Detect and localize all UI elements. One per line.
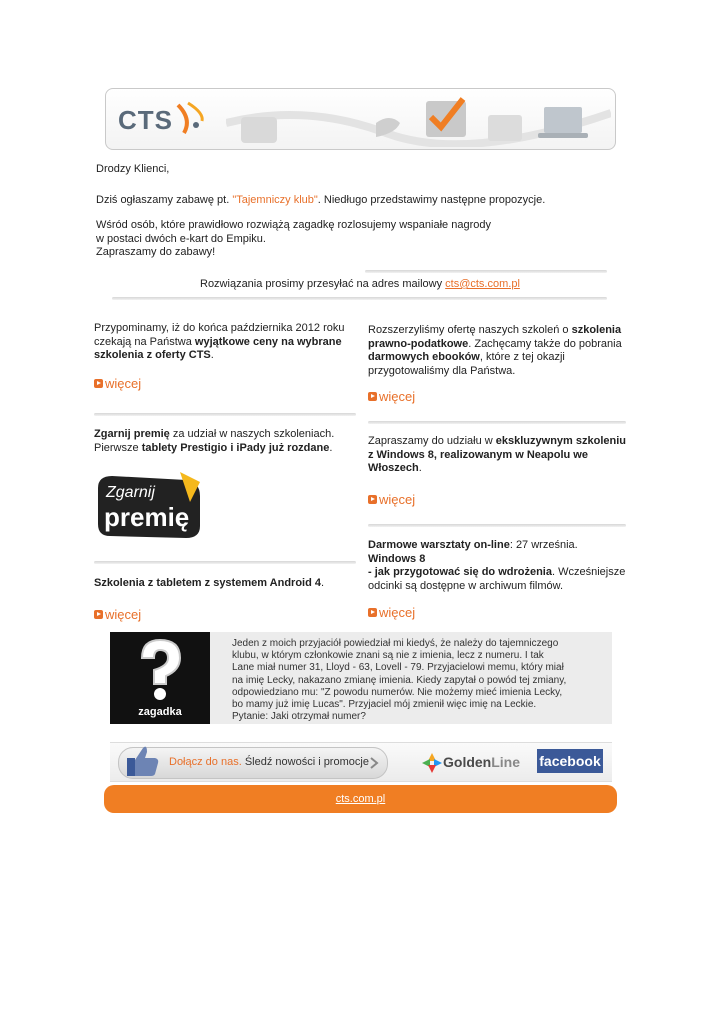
join-us-button[interactable]: Dołącz do nas. Śledź nowości i promocje (118, 747, 388, 779)
intro-line: Dziś ogłaszamy zabawę pt. "Tajemniczy klub". Niedługo przedstawimy następne propozycje. (96, 194, 546, 206)
arrow-icon (368, 495, 377, 504)
header-banner (105, 88, 616, 150)
arrow-icon (94, 610, 103, 619)
intro-paragraph: Wśród osób, które prawidłowo rozwiążą zagadkę rozlosujemy wspaniałe nagrody w postaci dwóch e-kart do Empiku. Zapraszamy do zabawy! (96, 219, 491, 258)
chevron-right-icon (369, 757, 379, 769)
question-mark-icon (132, 636, 188, 702)
riddle-image: zagadka (110, 632, 210, 724)
thumbs-up-icon (123, 742, 161, 780)
cts-logo: CTS (118, 105, 173, 135)
legal-training-text: Rozszerzyliśmy ofertę naszych szkoleń o szkolenia prawno-podatkowe. Zachęcamy także do pobrania darmowych ebooków, które z tej okazji przygotowaliśmy dla Państwa. (368, 324, 622, 377)
more-link-legal[interactable]: więcej (368, 389, 415, 404)
tajemniczy-klub-link[interactable]: "Tajemniczy klub" (232, 194, 318, 206)
banner-decoration-icon (226, 93, 611, 147)
email-link[interactable]: cts@cts.com.pl (445, 278, 520, 290)
divider (368, 421, 626, 424)
answers-line: Rozwiązania prosimy przesyłać na adres mailowy cts@cts.com.pl (200, 278, 520, 290)
zgarnij-premie-badge[interactable]: Zgarnij premię (94, 470, 206, 542)
naples-training-text: Zapraszamy do udziału w ekskluzywnym szkoleniu z Windows 8, realizowanym w Neapolu we Włoszech. (368, 435, 626, 474)
riddle-text: Jeden z moich przyjaciół powiedział mi kiedyś, że należy do tajemniczego klubu, w którym członkowie znani są nie z imienia, lecz z numeru. I tak Lane miał numer 31, Lloyd - 63, Lovell - 79. Przyjacielowi memu, który miał na imię Lecky, nakazano zmianę imienia. Kiedy zapytał o powód tej zmiany, odpowiedziano mu: "Z powodu numerów. Nie możemy mieć imienia Lecky, bo mamy już imię Lucas". Przyjaciel mój zmienił więc imię na Leckie. Pytanie: Jaki otrzymał numer? (232, 638, 567, 723)
more-link-naples[interactable]: więcej (368, 492, 415, 507)
logo-swoosh-icon (174, 99, 208, 139)
arrow-icon (368, 392, 377, 401)
greeting: Drodzy Klienci, (96, 163, 170, 175)
arrow-icon (368, 608, 377, 617)
workshops-text: Darmowe warsztaty on-line: 27 września. Windows 8 - jak przygotować się do wdrożenia. Wcześniejsze odcinki są dostępne w archiwum filmów. (368, 539, 626, 592)
social-bar (110, 742, 612, 782)
goldenline-link[interactable]: GoldenLine (443, 754, 521, 770)
offer-prices-text: Przypominamy, iż do końca października 2012 roku czekają na Państwa wyjątkowe ceny na wybrane szkolenia z oferty CTS. (94, 322, 345, 361)
divider (368, 524, 626, 527)
footer-website-link[interactable]: cts.com.pl (104, 785, 617, 813)
more-link-workshops[interactable]: więcej (368, 605, 415, 620)
riddle-box (110, 632, 612, 724)
divider (112, 297, 607, 300)
goldenline-logo-icon (422, 753, 442, 773)
android-text: Szkolenia z tabletem z systemem Android 4. (94, 577, 325, 589)
divider (365, 270, 607, 273)
more-link-android[interactable]: więcej (94, 607, 141, 622)
prize-text: Zgarnij premię za udział w naszych szkoleniach. Pierwsze tablety Prestigio i iPady już rozdane. (94, 428, 335, 454)
more-link-prices[interactable]: więcej (94, 376, 141, 391)
facebook-link[interactable]: facebook (537, 749, 603, 773)
divider (94, 413, 356, 416)
divider (94, 561, 356, 564)
arrow-icon (94, 379, 103, 388)
